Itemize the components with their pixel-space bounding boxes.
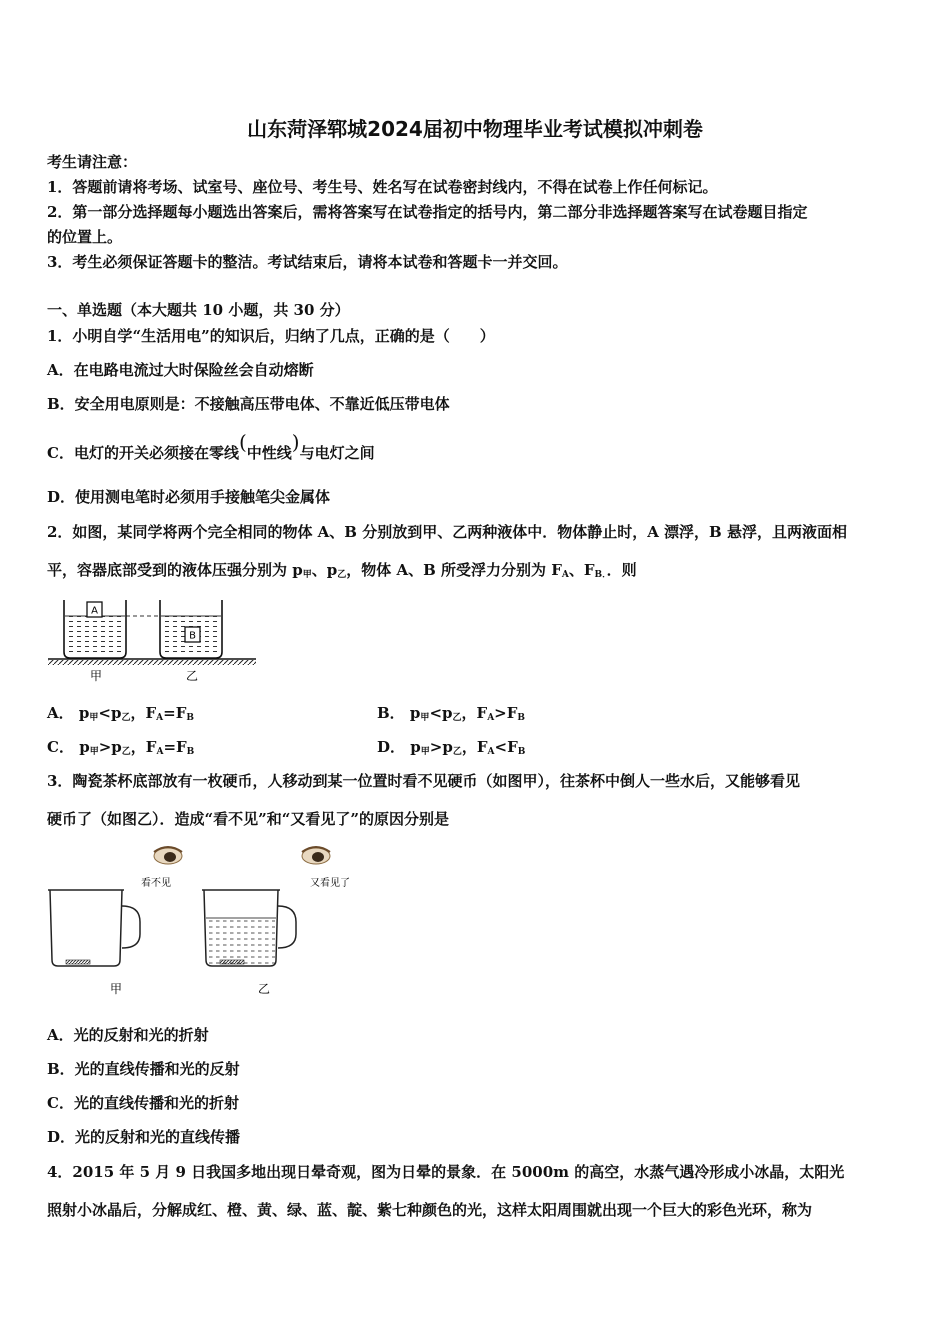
option-text: p	[442, 738, 453, 756]
q3-stem-line1: 3．陶瓷茶杯底部放有一枚硬币，人移动到某一位置时看不见硬币（如图甲），往茶杯中倒人一些水后，又能够看见	[47, 772, 800, 790]
q1-option-d: D．使用测电笔时必须用手接触笔尖金属体	[47, 488, 331, 506]
option-sub: 乙	[121, 713, 131, 723]
liquid-jia	[65, 616, 125, 656]
q3-option-b: B．光的直线传播和光的反射	[47, 1060, 240, 1078]
q2-text: 、F	[568, 561, 595, 579]
q2-text: 平，容器底部受到的液体压强分别为 p	[47, 561, 303, 579]
figure-label-yi: 乙	[257, 982, 271, 996]
q3-option-d: D．光的反射和光的直线传播	[47, 1128, 241, 1146]
q3-option-a: A．光的反射和光的折射	[47, 1026, 209, 1044]
close-paren: )	[291, 430, 300, 454]
object-a-label: A	[91, 605, 98, 617]
option-sub: 甲	[420, 747, 430, 757]
ground-hatch	[48, 660, 256, 665]
option-text: p	[442, 704, 453, 722]
section-heading: 一、单选题（本大题共 10 小题，共 30 分）	[47, 301, 350, 319]
option-sub: 乙	[452, 713, 462, 723]
option-text: =F	[163, 704, 187, 722]
option-text: ，F	[461, 704, 488, 722]
notice-line: 3．考生必须保证答题卡的整洁。考试结束后，请将本试卷和答题卡一并交回。	[47, 253, 568, 271]
eye-icon	[154, 847, 182, 864]
q2-sub: 甲	[302, 570, 312, 580]
option-sub: B	[517, 713, 525, 723]
figure-label-jia: 甲	[109, 982, 123, 996]
option-sub: B	[186, 713, 194, 723]
q2-option-a	[47, 704, 194, 727]
option-sub: 甲	[420, 713, 430, 723]
option-text: ，F	[461, 738, 488, 756]
q3-option-c: C．光的直线传播和光的折射	[47, 1094, 239, 1112]
option-letter: C．	[47, 738, 74, 756]
option-sub: 甲	[89, 713, 99, 723]
option-letter: A．	[47, 704, 74, 722]
coin-jia	[66, 960, 90, 964]
q2-figure-containers	[44, 594, 260, 686]
eye-icon	[302, 847, 330, 864]
option-sub: A	[487, 747, 495, 757]
option-text: >	[429, 738, 443, 756]
option-text: p	[110, 704, 122, 722]
q1-option-c-mid: 中性线	[246, 444, 292, 462]
q2-option-c	[47, 738, 194, 761]
open-paren: (	[238, 430, 247, 454]
q2-sub: A	[561, 570, 569, 580]
q4-stem-line2: 照射小冰晶后，分解成红、橙、黄、绿、蓝、靛、紫七种颜色的光，这样太阳周围就出现一个巨大的彩色光环，称为	[47, 1201, 813, 1219]
option-text: p	[79, 738, 90, 756]
option-text: <F	[494, 738, 518, 756]
notice-line: 2．第一部分选择题每小题选出答案后，需将答案写在试卷指定的括号内，第二部分非选择题答案写在试卷题目指定	[47, 203, 808, 221]
figure-label-yi: 乙	[185, 669, 199, 683]
q1-option-b: B．安全用电原则是：不接触高压带电体、不靠近低压带电体	[47, 395, 450, 413]
q2-option-b	[377, 704, 525, 727]
cup-yi-handle	[278, 906, 296, 948]
figure-label-jia: 甲	[89, 669, 103, 683]
option-text: p	[78, 704, 90, 722]
cup-jia	[50, 890, 122, 966]
q2-stem-line2	[47, 561, 637, 584]
option-text: ，F	[130, 738, 157, 756]
option-sub: B	[186, 747, 195, 757]
option-sub: 乙	[121, 747, 131, 757]
notice-line: 的位置上。	[47, 228, 123, 246]
q1-option-c	[47, 430, 375, 462]
cup-jia-handle	[122, 906, 140, 948]
q3-stem-line2: 硬币了（如图乙）．造成“看不见”和“又看见了”的原因分别是	[47, 810, 450, 828]
option-sub: A	[156, 747, 164, 757]
label-can-see-again: 又看见了	[310, 878, 350, 889]
coin-yi	[220, 960, 244, 964]
option-text: ，F	[130, 704, 157, 722]
option-sub: A	[156, 713, 164, 723]
notice-line: 1．答题前请将考场、试室号、座位号、考生号、姓名写在试卷密封线内，不得在试卷上作任何标记。	[47, 178, 718, 196]
option-text: =F	[163, 738, 187, 756]
option-text: p	[410, 738, 421, 756]
object-b-label: B	[189, 630, 196, 642]
option-letter: B．	[377, 704, 405, 722]
q1-option-c-post: 与电灯之间	[299, 444, 375, 462]
q4-stem-line1: 4．2015 年 5 月 9 日我国多地出现日晕奇观，图为日晕的景象．在 5000m 的高空，水蒸气遇冷形成小冰晶，太阳光	[47, 1163, 845, 1181]
option-text: p	[111, 738, 122, 756]
q2-text: ．则	[606, 561, 637, 579]
option-sub: B	[517, 747, 526, 757]
option-text: >F	[494, 704, 518, 722]
option-sub: A	[487, 713, 495, 723]
q1-option-a: A．在电路电流过大时保险丝会自动熔断	[47, 361, 314, 379]
option-text: p	[409, 704, 421, 722]
option-text: <	[429, 704, 443, 722]
q2-option-d	[377, 738, 525, 761]
q2-sub: B．	[594, 570, 607, 580]
q3-figure-cups	[40, 840, 370, 1005]
option-text: >	[98, 738, 112, 756]
option-sub: 乙	[452, 747, 462, 757]
option-text: <	[98, 704, 111, 722]
water-yi	[207, 918, 275, 964]
option-letter: D．	[377, 738, 406, 756]
label-cannot-see: 看不见	[141, 878, 171, 889]
q1-stem: 1．小明自学“生活用电”的知识后，归纳了几点，正确的是（ ）	[47, 327, 495, 345]
q2-text: 、p	[311, 561, 338, 579]
page-title: 山东菏泽郓城2024届初中物理毕业考试模拟冲刺卷	[247, 117, 703, 141]
q2-text: ，物体 A、B 所受浮力分别为 F	[346, 561, 562, 579]
option-sub: 甲	[89, 747, 99, 757]
q2-sub: 乙	[337, 570, 347, 580]
notice-heading: 考生请注意：	[47, 153, 138, 171]
q2-stem-line1: 2．如图，某同学将两个完全相同的物体 A、B 分别放到甲、乙两种液体中．物体静止时，A 漂浮，B 悬浮，且两液面相	[47, 523, 847, 541]
q1-option-c-pre: C．电灯的开关必须接在零线	[47, 444, 239, 462]
